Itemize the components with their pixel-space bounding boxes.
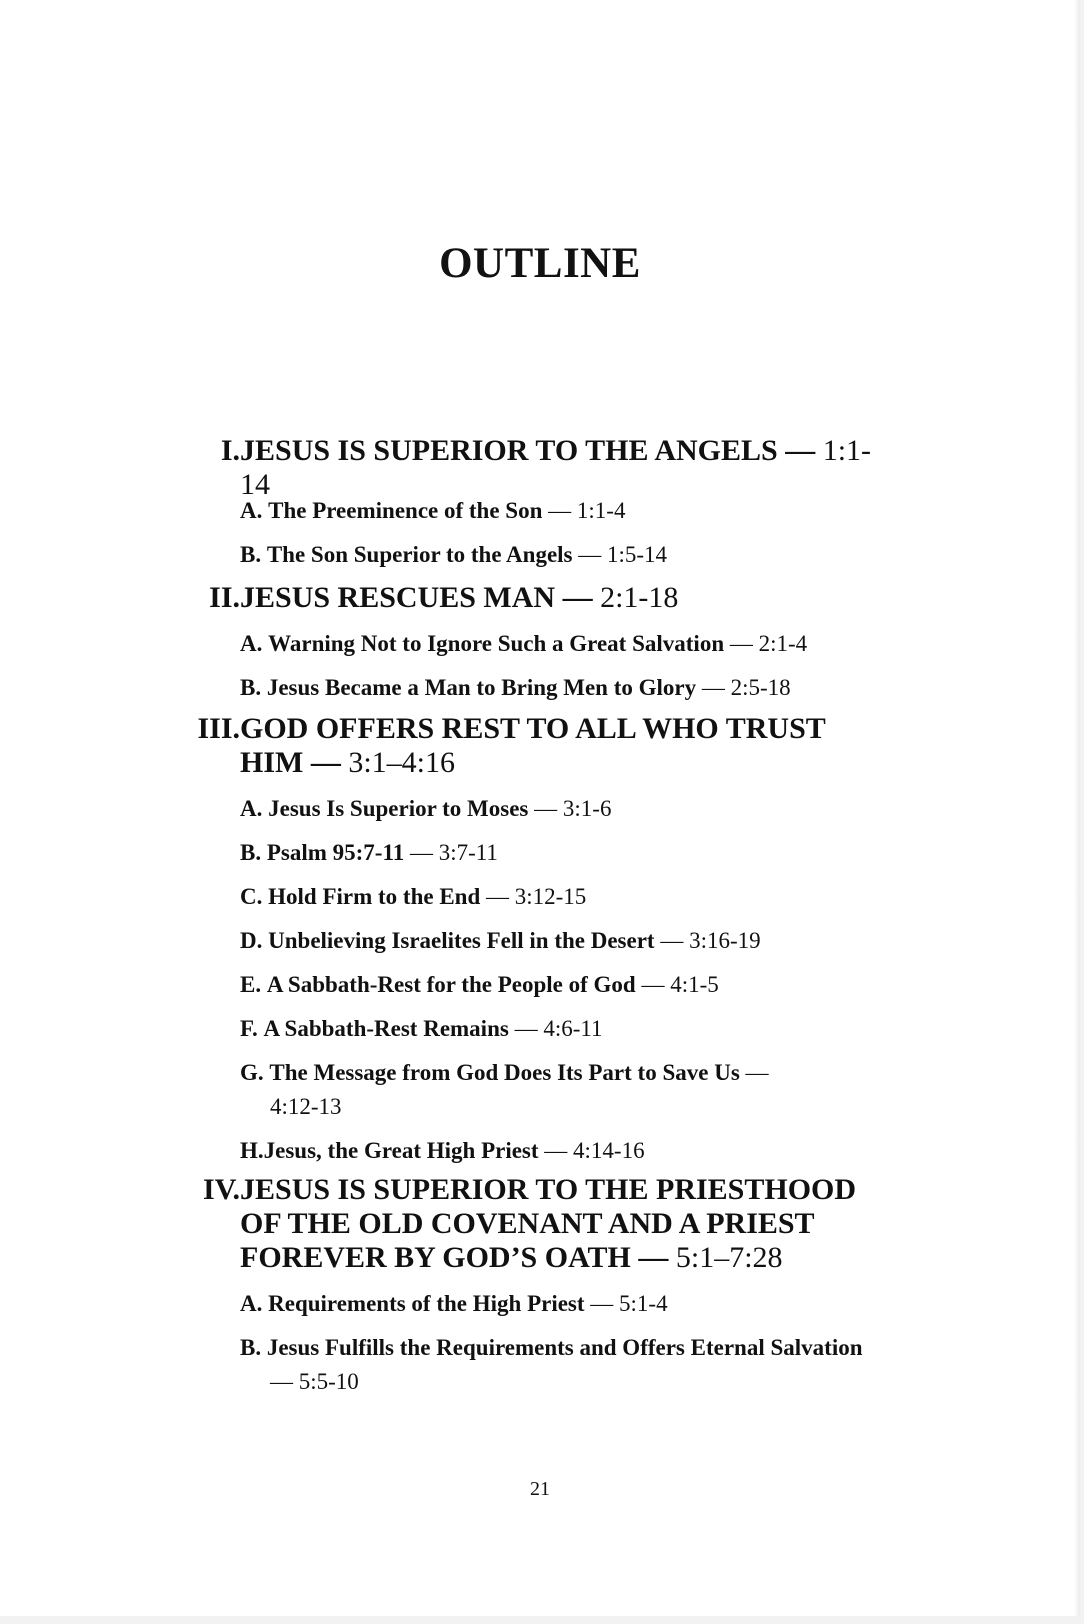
item-letter: A. bbox=[240, 796, 263, 821]
section-heading: JESUS IS SUPERIOR TO THE PRIESTHOOD OF THE OLD COVENANT AND A PRIEST FOREVER BY GOD’S OATH bbox=[240, 1173, 857, 1274]
outline-section-3: III. GOD OFFERS REST TO ALL WHO TRUST HIM — 3:1–4:16 bbox=[197, 712, 826, 779]
item-letter: B. bbox=[240, 1335, 262, 1360]
item-title: Jesus Became a Man to Bring Men to Glory bbox=[266, 675, 697, 700]
section-reference: 5:1–7:28 bbox=[675, 1241, 783, 1274]
item-reference: 1:1-4 bbox=[576, 498, 626, 523]
item-letter: E. bbox=[240, 972, 262, 997]
item-reference: 3:12-15 bbox=[514, 884, 587, 909]
item-title: Hold Firm to the End bbox=[268, 884, 481, 909]
outline-section-1: I. JESUS IS SUPERIOR TO THE ANGELS — 1:1-14 bbox=[220, 434, 872, 501]
item-reference: 3:7-11 bbox=[438, 840, 498, 865]
item-letter: A. bbox=[240, 498, 263, 523]
item-reference: 4:12-13 bbox=[270, 1094, 342, 1119]
item-letter: B. bbox=[240, 675, 262, 700]
item-letter: A. bbox=[240, 1291, 263, 1316]
item-title: A Sabbath-Rest for the People of God bbox=[266, 972, 636, 997]
page-edge-shadow bbox=[1074, 0, 1080, 1616]
item-title: Jesus Is Superior to Moses bbox=[268, 796, 529, 821]
item-title: Jesus Fulfills the Requirements and Offers Eternal Salvation bbox=[266, 1335, 863, 1360]
item-reference: 4:6-11 bbox=[543, 1016, 603, 1041]
section-reference: 2:1-18 bbox=[600, 581, 679, 614]
outline-section-4: IV. JESUS IS SUPERIOR TO THE PRIESTHOOD OF THE OLD COVENANT AND A PRIEST FOREVER BY GOD’S OATH — 5:1–7:28 bbox=[203, 1173, 857, 1274]
outline-item: A. Warning Not to Ignore Such a Great Salvation — 2:1-4 bbox=[240, 631, 808, 656]
outline-item: C. Hold Firm to the End — 3:12-15 bbox=[240, 884, 587, 909]
item-letter: D. bbox=[240, 928, 263, 953]
item-title: Psalm 95:7-11 bbox=[266, 840, 405, 865]
item-reference: 3:16-19 bbox=[689, 928, 761, 953]
item-letter: F. bbox=[240, 1016, 258, 1041]
item-letter: G. bbox=[240, 1060, 264, 1085]
item-reference: 2:5-18 bbox=[730, 675, 791, 700]
section-reference: 1:1-14 bbox=[240, 434, 872, 501]
outline-item: B. Jesus Became a Man to Bring Men to Glory — 2:5-18 bbox=[240, 675, 791, 700]
item-reference: 5:1-4 bbox=[619, 1291, 668, 1316]
item-reference: 4:14-16 bbox=[573, 1138, 645, 1163]
item-letter: B. bbox=[240, 542, 262, 567]
item-letter: C. bbox=[240, 884, 263, 909]
outline-item: B. Psalm 95:7-11 — 3:7-11 bbox=[240, 840, 498, 865]
section-heading: JESUS RESCUES MAN bbox=[240, 581, 556, 614]
item-title: A Sabbath-Rest Remains bbox=[263, 1016, 509, 1041]
item-title: The Message from God Does Its Part to Save Us bbox=[269, 1060, 740, 1085]
item-reference: 1:5-14 bbox=[607, 542, 668, 567]
item-reference: 3:1-6 bbox=[562, 796, 612, 821]
item-title: Requirements of the High Priest bbox=[268, 1291, 585, 1316]
page-title: OUTLINE bbox=[439, 240, 641, 287]
outline-item: H.Jesus, the Great High Priest — 4:14-16 bbox=[240, 1138, 645, 1163]
section-number: IV. bbox=[203, 1173, 240, 1206]
outline-item: A. The Preeminence of the Son — 1:1-4 bbox=[240, 498, 626, 523]
item-title: The Son Superior to the Angels bbox=[266, 542, 573, 567]
item-letter: A. bbox=[240, 631, 263, 656]
outline-item: B. Jesus Fulfills the Requirements and Offers Eternal Salvation — 5:5-10 bbox=[240, 1335, 863, 1394]
item-reference: 4:1-5 bbox=[670, 972, 719, 997]
section-reference: 3:1–4:16 bbox=[348, 746, 455, 779]
outline-item: B. The Son Superior to the Angels — 1:5-14 bbox=[240, 542, 668, 567]
outline-item: F. A Sabbath-Rest Remains — 4:6-11 bbox=[240, 1016, 603, 1041]
item-title: Warning Not to Ignore Such a Great Salvation bbox=[268, 631, 725, 656]
item-reference: 5:5-10 bbox=[298, 1369, 359, 1394]
item-letter: B. bbox=[240, 840, 262, 865]
item-reference: 2:1-4 bbox=[758, 631, 808, 656]
section-heading: GOD OFFERS REST TO ALL WHO TRUST HIM bbox=[240, 712, 826, 779]
outline-item: A. Requirements of the High Priest — 5:1-4 bbox=[240, 1291, 668, 1316]
page-number: 21 bbox=[530, 1478, 550, 1500]
section-number: III. bbox=[197, 712, 240, 745]
section-number: II. bbox=[209, 581, 240, 614]
outline-section-2: II. JESUS RESCUES MAN — 2:1-18 bbox=[209, 581, 679, 614]
outline-item: D. Unbelieving Israelites Fell in the Desert — 3:16-19 bbox=[240, 928, 761, 953]
item-title: The Preeminence of the Son bbox=[268, 498, 543, 523]
outline-item: E. A Sabbath-Rest for the People of God — 4:1-5 bbox=[240, 972, 719, 997]
item-letter: H. bbox=[240, 1138, 264, 1163]
section-heading: JESUS IS SUPERIOR TO THE ANGELS bbox=[240, 434, 778, 467]
item-title: Jesus, the Great High Priest bbox=[263, 1138, 539, 1163]
outline-item: A. Jesus Is Superior to Moses — 3:1-6 bbox=[240, 796, 612, 821]
outline-item: G. The Message from God Does Its Part to Save Us — 4:12-13 bbox=[240, 1060, 769, 1119]
section-number: I. bbox=[220, 434, 240, 467]
item-title: Unbelieving Israelites Fell in the Desert bbox=[268, 928, 655, 953]
